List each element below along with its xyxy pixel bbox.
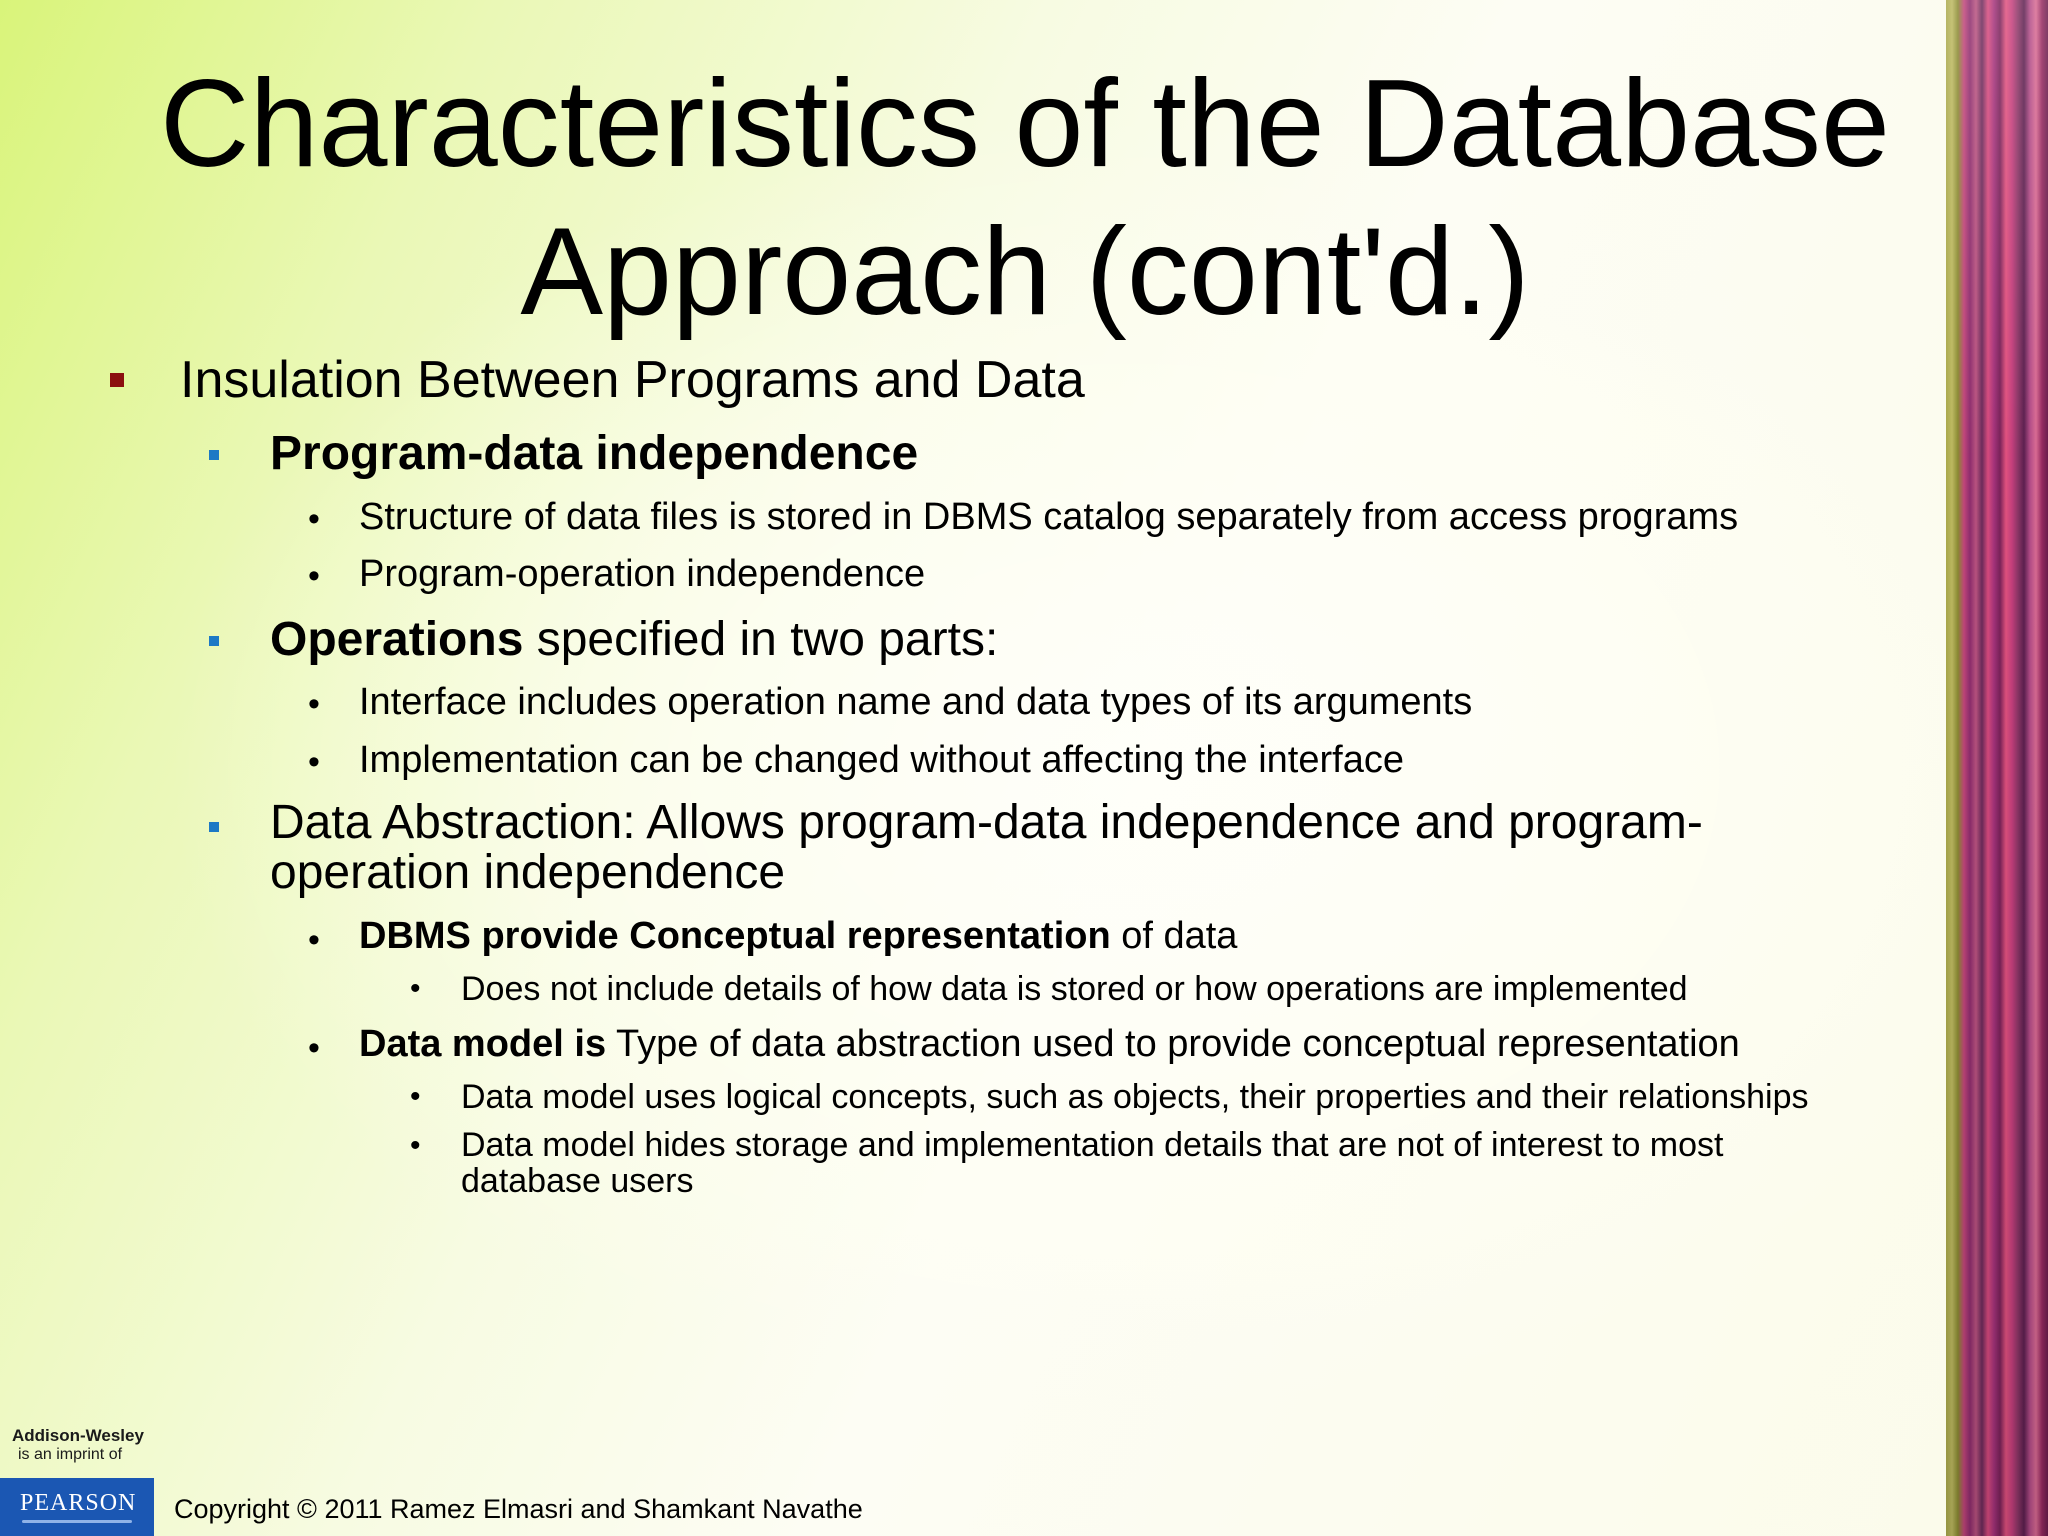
title-line-1: Characteristics of the Database — [160, 55, 1890, 193]
item-text: Type of data abstraction used to provide conceptual representation — [606, 1023, 1740, 1065]
item-text: of data — [1110, 915, 1238, 957]
decorative-stripe-sheen — [1946, 0, 2048, 1536]
list-item-data-abstraction — [270, 798, 1703, 898]
bullet-dot: • — [308, 743, 320, 781]
list-item-interface — [359, 681, 1472, 724]
list-item-insulation — [180, 350, 1085, 410]
item-text: Does not include details of how data is stored or how operations are implemented — [461, 970, 1688, 1008]
pearson-logo — [0, 1478, 154, 1536]
item-bold-text: DBMS provide Conceptual representation — [359, 915, 1111, 957]
item-text: Structure of data files is stored in DBMS catalog separately from access programs — [359, 496, 1739, 538]
list-item-data-model-is — [359, 1023, 1740, 1066]
bullet-dot: • — [308, 557, 320, 595]
bullet-square-blue — [209, 450, 219, 460]
bullet-square-red — [110, 373, 124, 387]
item-text: Data model uses logical concepts, such as objects, their properties and their relationships — [461, 1078, 1809, 1116]
item-text: Implementation can be changed without affecting the interface — [359, 739, 1404, 781]
title-line-2: Approach (cont'd.) — [520, 203, 1530, 341]
bullet-dot: • — [308, 500, 320, 538]
item-text: Insulation Between Programs and Data — [180, 351, 1085, 409]
item-bold-text: Operations — [270, 613, 524, 666]
bullet-square-blue — [209, 822, 219, 832]
bullet-dot: • — [308, 685, 320, 723]
list-item-structure-of-data-files — [359, 496, 1738, 539]
bullet-dot: • — [308, 1029, 320, 1067]
item-text-continued: operation independence — [270, 846, 786, 899]
item-text: Program-operation independence — [359, 553, 926, 595]
item-bold-text: Data model is — [359, 1023, 607, 1065]
item-text-continued: database users — [461, 1162, 694, 1200]
copyright-notice: Copyright © 2011 Ramez Elmasri and Shamkant Navathe — [174, 1494, 863, 1524]
list-item-dbms-provide — [359, 915, 1237, 958]
slide-title — [100, 50, 1950, 346]
list-item-data-model-hides — [461, 1127, 1723, 1199]
item-bold-text: Program-data independence — [270, 427, 919, 480]
list-item-does-not-include — [461, 970, 1688, 1009]
list-item-data-model-uses — [461, 1078, 1809, 1117]
list-item-program-operation-independence — [359, 553, 925, 596]
list-item-operations — [270, 612, 998, 667]
pearson-label: PEARSON — [20, 1490, 137, 1516]
list-item-implementation — [359, 739, 1404, 782]
addison-wesley-label: Addison-Wesley — [12, 1426, 144, 1445]
item-text: Data Abstraction: Allows program-data independence and program- — [270, 796, 1703, 849]
publisher-logo — [0, 1420, 154, 1536]
imprint-label: is an imprint of — [18, 1446, 123, 1463]
bullet-dot: • — [308, 921, 320, 959]
item-text: specified in two parts: — [523, 613, 999, 666]
item-text: Interface includes operation name and data types of its arguments — [359, 681, 1473, 723]
bullet-square-blue — [209, 636, 219, 646]
bullet-dot: • — [410, 1129, 421, 1162]
bullet-dot: • — [410, 972, 421, 1005]
pearson-swoosh-icon — [22, 1520, 132, 1523]
list-item-program-data-independence — [270, 426, 918, 481]
item-text: Data model hides storage and implementation details that are not of interest to most — [461, 1126, 1724, 1164]
bullet-dot: • — [410, 1080, 421, 1113]
